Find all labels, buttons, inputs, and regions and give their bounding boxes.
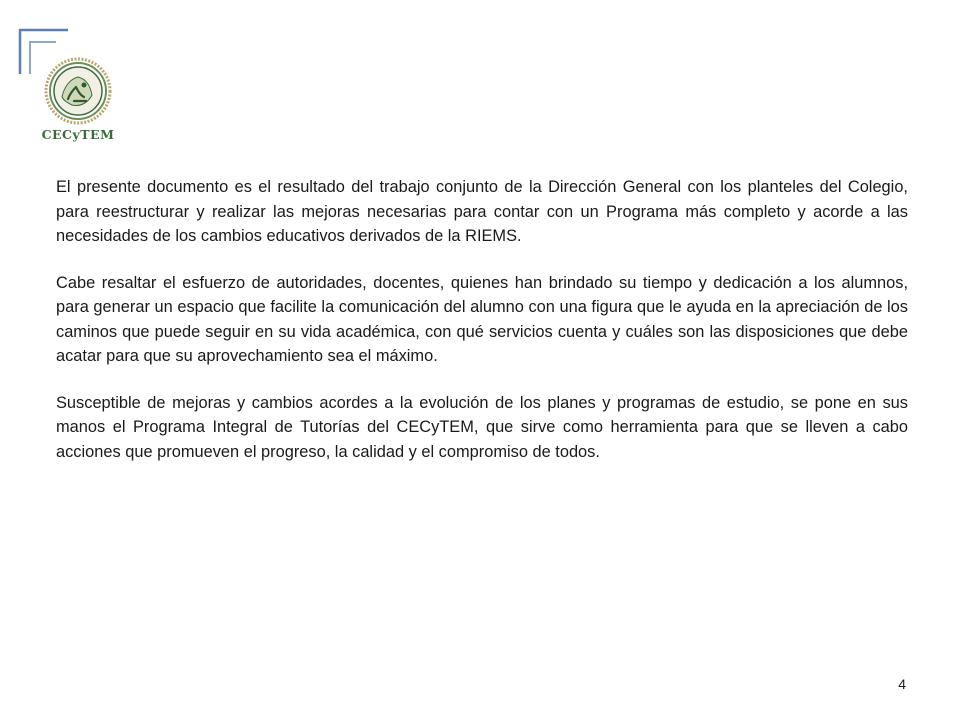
- document-body: [56, 175, 908, 486]
- cecytem-seal-icon: [40, 57, 116, 127]
- page-number: 4: [898, 676, 906, 692]
- paragraph-intro: El presente documento es el resultado del trabajo conjunto de la Dirección General con los planteles del Colegio, para reestructurar y realizar las mejoras necesarias para contar con un Programa más completo y acorde a las necesidades de los cambios educativos derivados de la RIEMS.: [56, 178, 908, 245]
- paragraph-acknowledgement: Cabe resaltar el esfuerzo de autoridades, docentes, quienes han brindado su tiempo y dedicación a los alumnos, para generar un espacio que facilite la comunicación del alumno con una figura que le ayuda en la apreciación de los caminos que puede seguir en su vida académica, con qué servicios cuenta y cuáles son las disposiciones que debe acatar para que su aprovechamiento sea el máximo.: [56, 273, 908, 365]
- logo-text: CECyTEM: [41, 127, 115, 142]
- cecytem-logo: [40, 57, 116, 149]
- paragraph-closing: Susceptible de mejoras y cambios acordes a la evolución de los planes y programas de estudio, se pone en sus manos el Programa Integral de Tutorías del CECyTEM, que sirve como herramienta para que se lleven a cabo acciones que promueven el progreso, la calidad y el compromiso de todos.: [56, 393, 908, 461]
